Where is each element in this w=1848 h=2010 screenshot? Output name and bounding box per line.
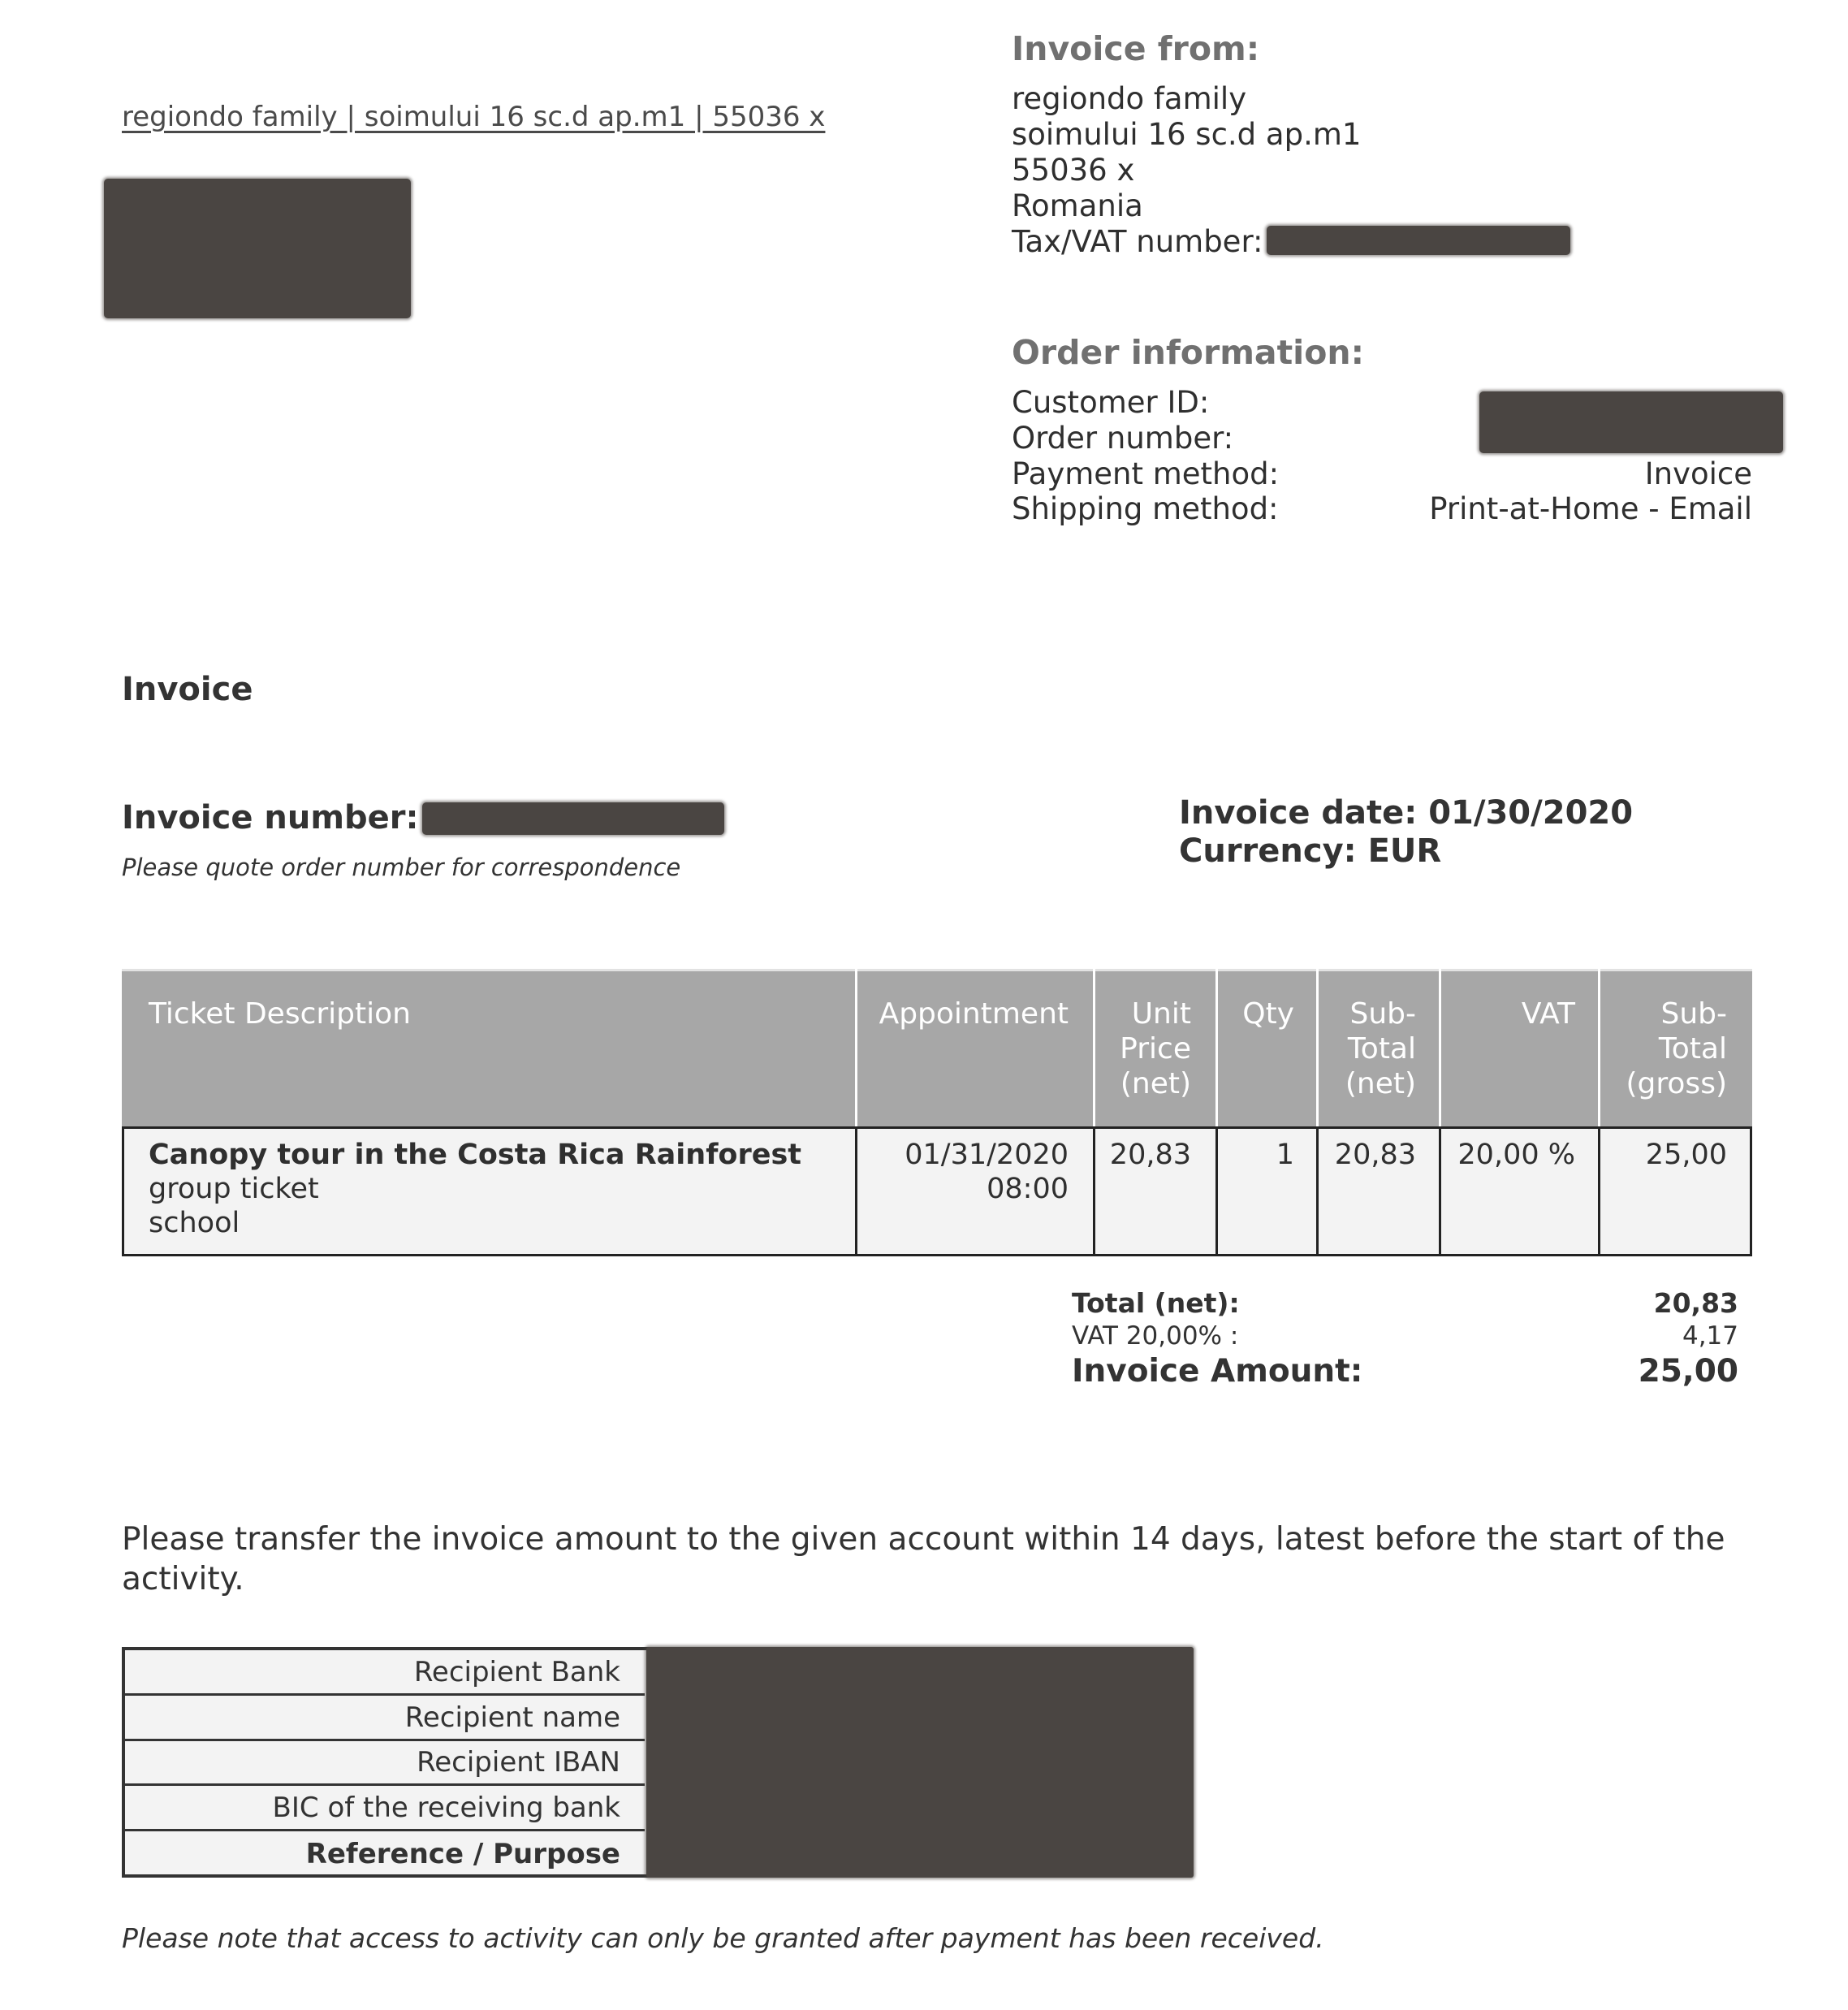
item-vat: 20,00 %: [1457, 1139, 1575, 1171]
shipping-method-label: Shipping method:: [1012, 491, 1279, 526]
item-subtotal-gross: 25,00: [1645, 1139, 1727, 1171]
header-vat: VAT: [1521, 997, 1575, 1031]
order-row-payment-method: [1012, 456, 1752, 492]
header-subtotal-gross-line: (gross): [1626, 1067, 1727, 1100]
invoice-amount-value: 25,00: [1638, 1353, 1738, 1390]
from-line-country: Romania: [1012, 188, 1143, 223]
customer-id-label: Customer ID:: [1012, 385, 1210, 420]
header-divider: [1439, 969, 1441, 1126]
header-subtotal-gross-line: Sub-: [1660, 997, 1727, 1031]
header-unit-price: [1095, 996, 1191, 1101]
bank-row-bic: BIC of the receiving bank: [272, 1792, 620, 1824]
header-qty: Qty: [1242, 997, 1294, 1031]
payment-transfer-note: Please transfer the invoice amount to the given account within 14 days, latest before the start of the activity.: [122, 1521, 1725, 1597]
order-information-heading: Order information:: [1012, 333, 1364, 372]
invoice-from-heading: Invoice from:: [1012, 29, 1260, 68]
invoice-date: Invoice date: 01/30/2020: [1179, 794, 1634, 832]
vat-total-label: VAT 20,00% :: [1072, 1321, 1239, 1351]
invoice-currency: Currency: EUR: [1179, 832, 1442, 870]
total-net-label: Total (net):: [1072, 1287, 1240, 1319]
shipping-method-value: Print-at-Home - Email: [1429, 491, 1752, 526]
from-line-name: regiondo family: [1012, 81, 1247, 116]
item-description: [149, 1138, 801, 1240]
header-unit-price-line: Price: [1120, 1032, 1191, 1066]
item-detail: group ticket: [149, 1173, 319, 1205]
tax-vat-label: Tax/VAT number:: [1012, 224, 1263, 259]
appointment-time: 08:00: [987, 1173, 1069, 1205]
header-subtotal-net-line: (net): [1345, 1067, 1416, 1100]
table-top-border: [122, 969, 1752, 971]
bank-row-reference-purpose: Reference / Purpose: [305, 1838, 620, 1870]
item-detail: school: [149, 1207, 240, 1239]
bank-row-recipient-iban: Recipient IBAN: [417, 1746, 620, 1779]
header-divider: [1215, 969, 1218, 1126]
recipient-address-redaction: [104, 179, 411, 318]
order-row-shipping-method: [1012, 491, 1752, 527]
invoice-amount-label: Invoice Amount:: [1072, 1353, 1363, 1390]
invoice-number-redaction: [422, 802, 724, 835]
customer-order-id-redaction: [1479, 391, 1783, 453]
item-appointment: [857, 1138, 1069, 1206]
from-line-postcode: 55036 x: [1012, 153, 1135, 188]
invoice-number-label: Invoice number:: [122, 799, 419, 836]
order-number-label: Order number:: [1012, 421, 1234, 456]
item-subtotal-net: 20,83: [1334, 1139, 1416, 1171]
header-ticket-description: Ticket Description: [149, 997, 411, 1031]
header-appointment: Appointment: [879, 997, 1069, 1031]
header-subtotal-gross: [1600, 996, 1727, 1101]
item-unit-price: 20,83: [1109, 1139, 1191, 1171]
item-qty: 1: [1276, 1139, 1294, 1171]
total-net-value: 20,83: [1653, 1287, 1738, 1319]
quote-order-number-note: Please quote order number for correspondence: [122, 854, 681, 881]
payment-method-value: Invoice: [1644, 456, 1752, 491]
header-subtotal-gross-line: Total: [1658, 1032, 1727, 1066]
header-divider: [855, 969, 857, 1126]
ticket-items-table: [122, 969, 1752, 1256]
appointment-date: 01/31/2020: [905, 1139, 1069, 1171]
payment-method-label: Payment method:: [1012, 456, 1280, 491]
payment-access-note: Please note that access to activity can only be granted after payment has been received.: [122, 1922, 1324, 1954]
table-header-background: [122, 969, 1752, 1126]
bank-row-recipient-name: Recipient name: [404, 1701, 620, 1734]
item-title: Canopy tour in the Costa Rica Rainforest: [149, 1139, 802, 1171]
sender-address-line: regiondo family | soimului 16 sc.d ap.m1 | 55036 x: [122, 101, 826, 133]
header-unit-price-line: Unit: [1131, 997, 1191, 1031]
invoice-title: Invoice: [122, 671, 253, 708]
from-line-street: soimului 16 sc.d ap.m1: [1012, 117, 1362, 152]
bank-row-divider: [125, 1829, 645, 1831]
header-unit-price-line: (net): [1120, 1067, 1191, 1100]
bank-row-recipient-bank: Recipient Bank: [413, 1656, 620, 1688]
header-subtotal-net: [1319, 996, 1416, 1101]
tax-number-redaction: [1267, 226, 1570, 255]
bank-details-redaction: [646, 1647, 1194, 1878]
vat-total-value: 4,17: [1682, 1321, 1738, 1351]
header-subtotal-net-line: Total: [1347, 1032, 1416, 1066]
header-subtotal-net-line: Sub-: [1349, 997, 1416, 1031]
